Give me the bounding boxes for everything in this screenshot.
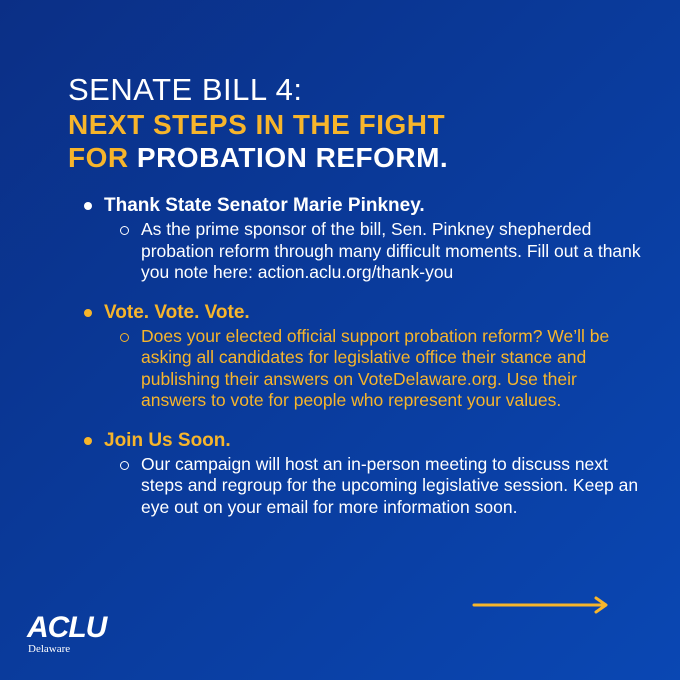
- title-line1: SENATE BILL 4:: [68, 72, 303, 107]
- circle-bullet-icon: [120, 333, 129, 342]
- title-line3: [68, 141, 448, 174]
- item-detail-text: As the prime sponsor of the bill, Sen. Pinkney shepherded probation reform through many difficult moments. Fill out a thank you note here: action.aclu.org/thank-you: [141, 219, 641, 282]
- bullet-icon: [84, 309, 92, 317]
- item-title: [84, 195, 644, 217]
- list-item: [84, 430, 644, 519]
- aclu-logo: [27, 611, 107, 656]
- item-detail-text: Does your elected official support probation reform? We’ll be asking all candidates for legislative office their stance and publishing their answers on VoteDelaware.org. Use their answers to vote for people who represent your values.: [141, 325, 610, 410]
- item-title-text: Vote. Vote. Vote.: [104, 301, 250, 323]
- circle-bullet-icon: [120, 461, 129, 470]
- list-item: [84, 195, 644, 284]
- circle-bullet-icon: [120, 226, 129, 235]
- item-detail-text: Our campaign will host an in-person meeting to discuss next steps and regroup for the upcoming legislative session. Keep an eye out on your email for more information soon.: [141, 453, 639, 517]
- item-title: [84, 302, 644, 324]
- item-detail: [120, 219, 644, 284]
- bullet-icon: [84, 202, 92, 210]
- bullet-icon: [84, 437, 92, 445]
- steps-list: [84, 195, 644, 536]
- item-title-text: Join Us Soon.: [104, 429, 231, 451]
- title-line3-suffix: PROBATION REFORM.: [136, 142, 449, 173]
- right-arrow-icon: [472, 596, 612, 614]
- item-detail: [120, 454, 644, 519]
- logo-subtext: Delaware: [28, 643, 71, 655]
- item-detail: [120, 326, 644, 412]
- list-item: [84, 302, 644, 412]
- item-title: [84, 430, 644, 452]
- title-line3-prefix: FOR: [68, 142, 129, 173]
- item-title-text: Thank State Senator Marie Pinkney.: [104, 195, 425, 216]
- logo-text: ACLU: [27, 611, 107, 644]
- title-line2: NEXT STEPS IN THE FIGHT: [68, 109, 446, 140]
- title-block: [68, 72, 448, 174]
